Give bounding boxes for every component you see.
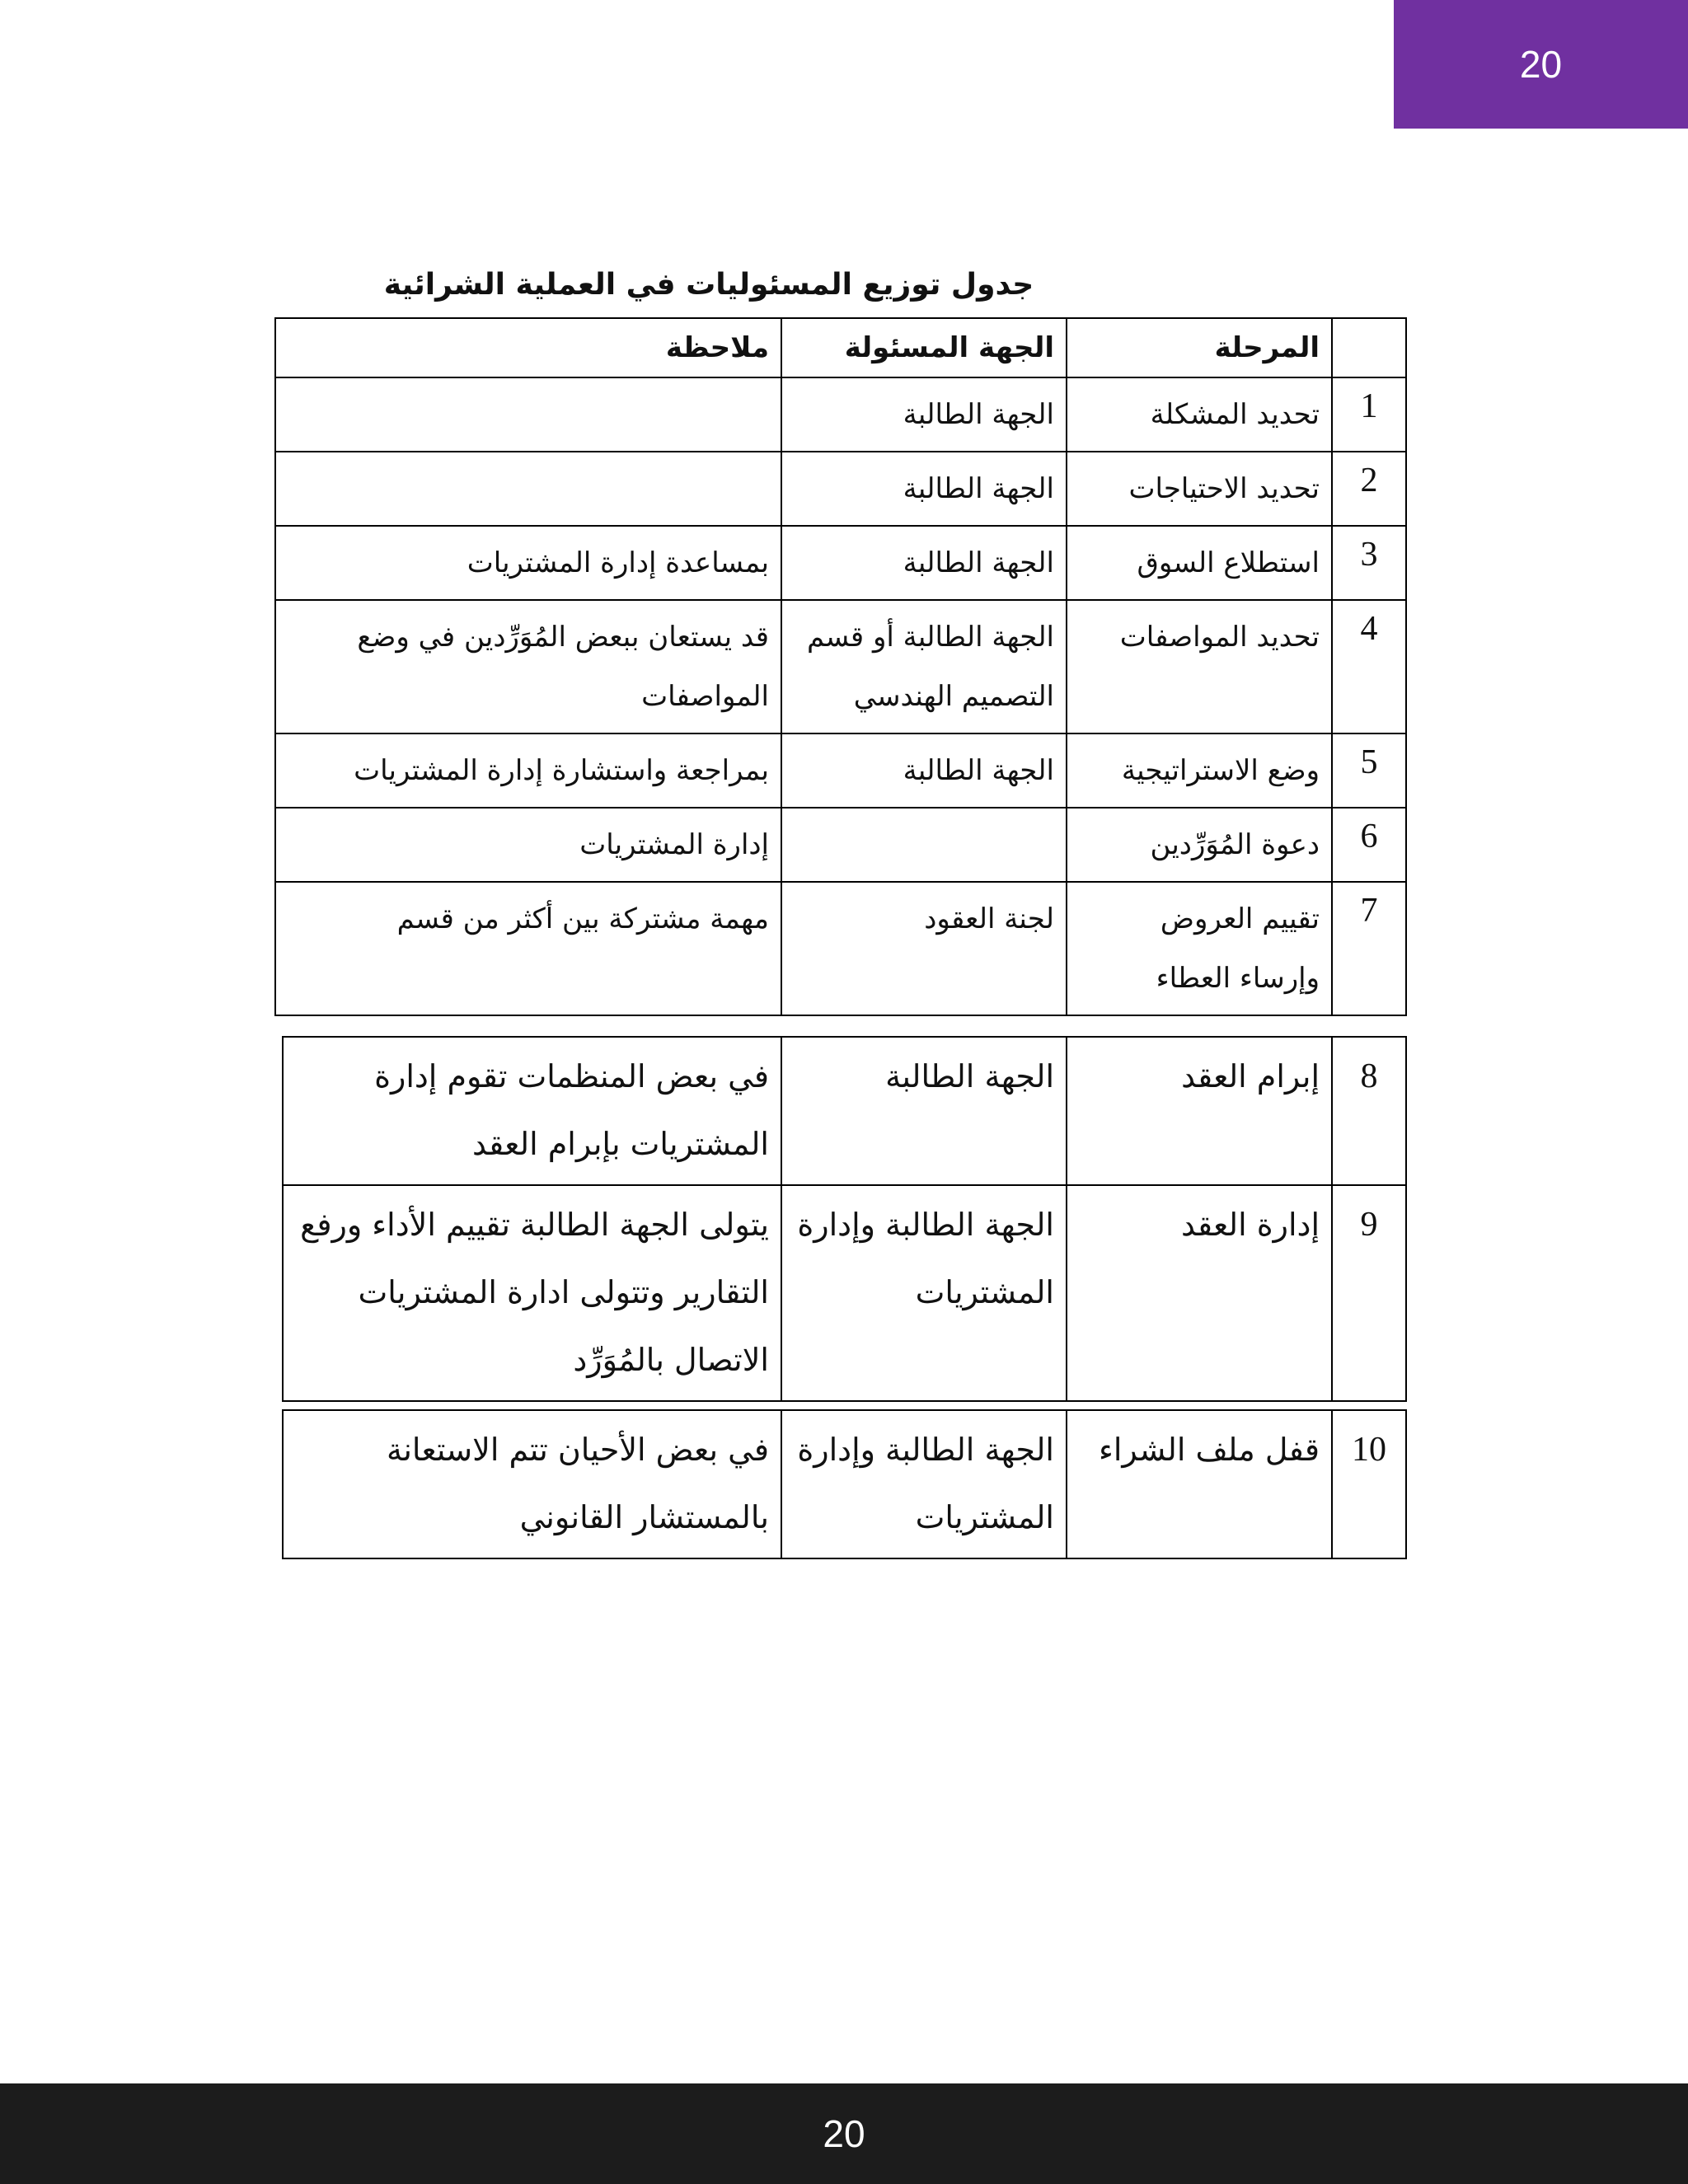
row-party: الجهة الطالبة وإدارة المشتريات: [781, 1410, 1067, 1558]
row-num: 8: [1332, 1037, 1406, 1185]
row-stage: تحديد الاحتياجات: [1067, 452, 1332, 526]
row-num: 7: [1332, 882, 1406, 1015]
header-party: الجهة المسئولة: [781, 318, 1067, 377]
row-party: الجهة الطالبة: [781, 377, 1067, 452]
row-party: [781, 808, 1067, 882]
row-party: لجنة العقود: [781, 882, 1067, 1015]
row-stage: تحديد المواصفات: [1067, 600, 1332, 733]
row-party: الجهة الطالبة أو قسم التصميم الهندسي: [781, 600, 1067, 733]
row-num: 2: [1332, 452, 1406, 526]
table-row: [275, 600, 1406, 733]
row-note: إدارة المشتريات: [275, 808, 781, 882]
row-num: 10: [1332, 1410, 1406, 1558]
responsibilities-table-part-2: [282, 1036, 1407, 1402]
row-stage: تقييم العروض وإرساء العطاء: [1067, 882, 1332, 1015]
row-num: 5: [1332, 733, 1406, 808]
row-stage: إدارة العقد: [1067, 1185, 1332, 1401]
header-note: ملاحظة: [275, 318, 781, 377]
row-stage: قفل ملف الشراء: [1067, 1410, 1332, 1558]
row-stage: وضع الاستراتيجية: [1067, 733, 1332, 808]
row-stage: استطلاع السوق: [1067, 526, 1332, 600]
row-party: الجهة الطالبة وإدارة المشتريات: [781, 1185, 1067, 1401]
table-title: جدول توزيع المسئوليات في العملية الشرائية: [383, 268, 1034, 302]
row-note: قد يستعان ببعض المُوَرِّدين في وضع المواصفات: [275, 600, 781, 733]
row-stage: إبرام العقد: [1067, 1037, 1332, 1185]
table-row: [275, 808, 1406, 882]
table-row: [283, 1037, 1406, 1185]
responsibilities-table-part-3: [282, 1409, 1407, 1559]
table-row: [283, 1185, 1406, 1401]
row-note: في بعض المنظمات تقوم إدارة المشتريات بإبرام العقد: [283, 1037, 781, 1185]
row-party: الجهة الطالبة: [781, 1037, 1067, 1185]
row-stage: دعوة المُوَرِّدين: [1067, 808, 1332, 882]
table-row: [275, 452, 1406, 526]
table-header-row: [275, 318, 1406, 377]
row-note: مهمة مشتركة بين أكثر من قسم: [275, 882, 781, 1015]
row-num: 6: [1332, 808, 1406, 882]
row-num: 4: [1332, 600, 1406, 733]
page-number-badge: 20: [1394, 0, 1688, 129]
row-note: بمساعدة إدارة المشتريات: [275, 526, 781, 600]
row-party: الجهة الطالبة: [781, 452, 1067, 526]
table-row: [275, 882, 1406, 1015]
row-party: الجهة الطالبة: [781, 526, 1067, 600]
footer-page-number: 20: [0, 2083, 1688, 2184]
row-note: [275, 452, 781, 526]
header-num: [1332, 318, 1406, 377]
row-party: الجهة الطالبة: [781, 733, 1067, 808]
row-note: في بعض الأحيان تتم الاستعانة بالمستشار القانوني: [283, 1410, 781, 1558]
row-num: 9: [1332, 1185, 1406, 1401]
row-num: 1: [1332, 377, 1406, 452]
table-row: [275, 733, 1406, 808]
row-note: [275, 377, 781, 452]
header-stage: المرحلة: [1067, 318, 1332, 377]
row-num: 3: [1332, 526, 1406, 600]
table-row: [275, 377, 1406, 452]
responsibilities-table-part-1: [274, 317, 1407, 1016]
row-stage: تحديد المشكلة: [1067, 377, 1332, 452]
row-note: بمراجعة واستشارة إدارة المشتريات: [275, 733, 781, 808]
row-note: يتولى الجهة الطالبة تقييم الأداء ورفع التقارير وتتولى ادارة المشتريات الاتصال بالمُوَرِّد: [283, 1185, 781, 1401]
table-row: [275, 526, 1406, 600]
table-row: [283, 1410, 1406, 1558]
